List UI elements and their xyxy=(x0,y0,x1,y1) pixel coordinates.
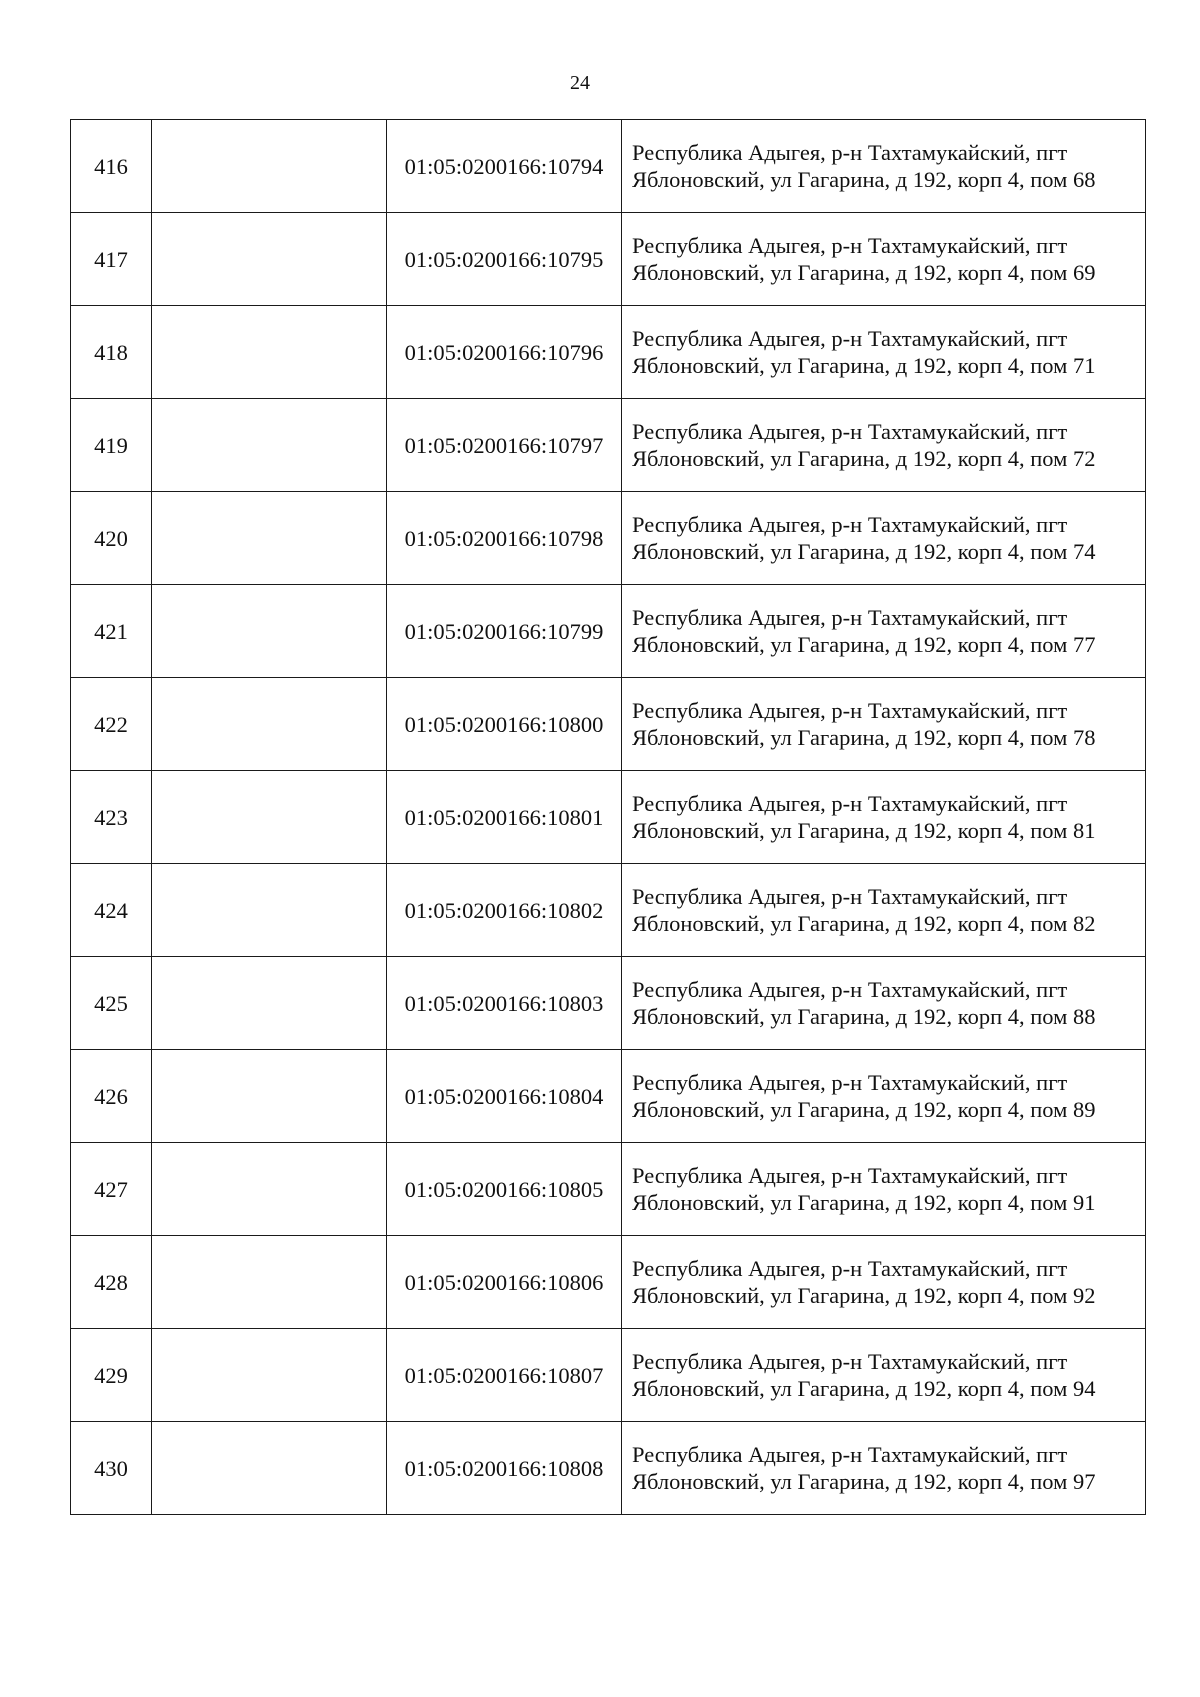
empty-cell xyxy=(152,771,387,864)
row-number-cell: 421 xyxy=(71,585,152,678)
row-number-cell: 423 xyxy=(71,771,152,864)
address-cell: Республика Адыгея, р-н Тахтамукайский, пгт Яблоновский, ул Гагарина, д 192, корп 4, пом 69 xyxy=(622,213,1146,306)
cadastral-number-cell: 01:05:0200166:10801 xyxy=(387,771,622,864)
cadastral-number-cell: 01:05:0200166:10802 xyxy=(387,864,622,957)
table-row xyxy=(71,864,1146,957)
empty-cell xyxy=(152,678,387,771)
address-cell: Республика Адыгея, р-н Тахтамукайский, пгт Яблоновский, ул Гагарина, д 192, корп 4, пом 82 xyxy=(622,864,1146,957)
cadastral-number-cell: 01:05:0200166:10797 xyxy=(387,399,622,492)
cadastral-number-cell: 01:05:0200166:10796 xyxy=(387,306,622,399)
cadastral-number-cell: 01:05:0200166:10800 xyxy=(387,678,622,771)
row-number-cell: 422 xyxy=(71,678,152,771)
table-row xyxy=(71,213,1146,306)
row-number-cell: 425 xyxy=(71,957,152,1050)
cadastral-number-cell: 01:05:0200166:10799 xyxy=(387,585,622,678)
address-cell: Республика Адыгея, р-н Тахтамукайский, пгт Яблоновский, ул Гагарина, д 192, корп 4, пом 91 xyxy=(622,1143,1146,1236)
table-row xyxy=(71,585,1146,678)
table-row xyxy=(71,678,1146,771)
address-cell: Республика Адыгея, р-н Тахтамукайский, пгт Яблоновский, ул Гагарина, д 192, корп 4, пом 97 xyxy=(622,1422,1146,1515)
address-cell: Республика Адыгея, р-н Тахтамукайский, пгт Яблоновский, ул Гагарина, д 192, корп 4, пом 74 xyxy=(622,492,1146,585)
empty-cell xyxy=(152,957,387,1050)
page-number: 24 xyxy=(570,72,590,94)
address-cell: Республика Адыгея, р-н Тахтамукайский, пгт Яблоновский, ул Гагарина, д 192, корп 4, пом 81 xyxy=(622,771,1146,864)
empty-cell xyxy=(152,213,387,306)
table-row xyxy=(71,1236,1146,1329)
address-cell: Республика Адыгея, р-н Тахтамукайский, пгт Яблоновский, ул Гагарина, д 192, корп 4, пом 68 xyxy=(622,120,1146,213)
address-cell: Республика Адыгея, р-н Тахтамукайский, пгт Яблоновский, ул Гагарина, д 192, корп 4, пом 72 xyxy=(622,399,1146,492)
empty-cell xyxy=(152,120,387,213)
row-number-cell: 429 xyxy=(71,1329,152,1422)
empty-cell xyxy=(152,306,387,399)
property-table xyxy=(70,119,1146,1515)
address-cell: Республика Адыгея, р-н Тахтамукайский, пгт Яблоновский, ул Гагарина, д 192, корп 4, пом 78 xyxy=(622,678,1146,771)
empty-cell xyxy=(152,864,387,957)
cadastral-number-cell: 01:05:0200166:10808 xyxy=(387,1422,622,1515)
cadastral-number-cell: 01:05:0200166:10805 xyxy=(387,1143,622,1236)
table-row xyxy=(71,492,1146,585)
address-cell: Республика Адыгея, р-н Тахтамукайский, пгт Яблоновский, ул Гагарина, д 192, корп 4, пом 89 xyxy=(622,1050,1146,1143)
row-number-cell: 420 xyxy=(71,492,152,585)
cadastral-number-cell: 01:05:0200166:10804 xyxy=(387,1050,622,1143)
table-row xyxy=(71,1143,1146,1236)
address-cell: Республика Адыгея, р-н Тахтамукайский, пгт Яблоновский, ул Гагарина, д 192, корп 4, пом 77 xyxy=(622,585,1146,678)
address-cell: Республика Адыгея, р-н Тахтамукайский, пгт Яблоновский, ул Гагарина, д 192, корп 4, пом 94 xyxy=(622,1329,1146,1422)
address-cell: Республика Адыгея, р-н Тахтамукайский, пгт Яблоновский, ул Гагарина, д 192, корп 4, пом 71 xyxy=(622,306,1146,399)
address-cell: Республика Адыгея, р-н Тахтамукайский, пгт Яблоновский, ул Гагарина, д 192, корп 4, пом 88 xyxy=(622,957,1146,1050)
row-number-cell: 424 xyxy=(71,864,152,957)
cadastral-number-cell: 01:05:0200166:10807 xyxy=(387,1329,622,1422)
row-number-cell: 418 xyxy=(71,306,152,399)
empty-cell xyxy=(152,1236,387,1329)
cadastral-number-cell: 01:05:0200166:10806 xyxy=(387,1236,622,1329)
empty-cell xyxy=(152,1329,387,1422)
cadastral-number-cell: 01:05:0200166:10795 xyxy=(387,213,622,306)
row-number-cell: 430 xyxy=(71,1422,152,1515)
table-row xyxy=(71,1329,1146,1422)
empty-cell xyxy=(152,492,387,585)
table-row xyxy=(71,771,1146,864)
table-row xyxy=(71,120,1146,213)
empty-cell xyxy=(152,1422,387,1515)
table-row xyxy=(71,306,1146,399)
table-body xyxy=(71,120,1146,1515)
row-number-cell: 419 xyxy=(71,399,152,492)
row-number-cell: 417 xyxy=(71,213,152,306)
cadastral-number-cell: 01:05:0200166:10794 xyxy=(387,120,622,213)
empty-cell xyxy=(152,585,387,678)
row-number-cell: 427 xyxy=(71,1143,152,1236)
empty-cell xyxy=(152,1143,387,1236)
empty-cell xyxy=(152,399,387,492)
row-number-cell: 426 xyxy=(71,1050,152,1143)
table-row xyxy=(71,957,1146,1050)
cadastral-number-cell: 01:05:0200166:10798 xyxy=(387,492,622,585)
cadastral-number-cell: 01:05:0200166:10803 xyxy=(387,957,622,1050)
empty-cell xyxy=(152,1050,387,1143)
address-cell: Республика Адыгея, р-н Тахтамукайский, пгт Яблоновский, ул Гагарина, д 192, корп 4, пом 92 xyxy=(622,1236,1146,1329)
row-number-cell: 416 xyxy=(71,120,152,213)
row-number-cell: 428 xyxy=(71,1236,152,1329)
table-row xyxy=(71,1050,1146,1143)
table-row xyxy=(71,1422,1146,1515)
table-row xyxy=(71,399,1146,492)
